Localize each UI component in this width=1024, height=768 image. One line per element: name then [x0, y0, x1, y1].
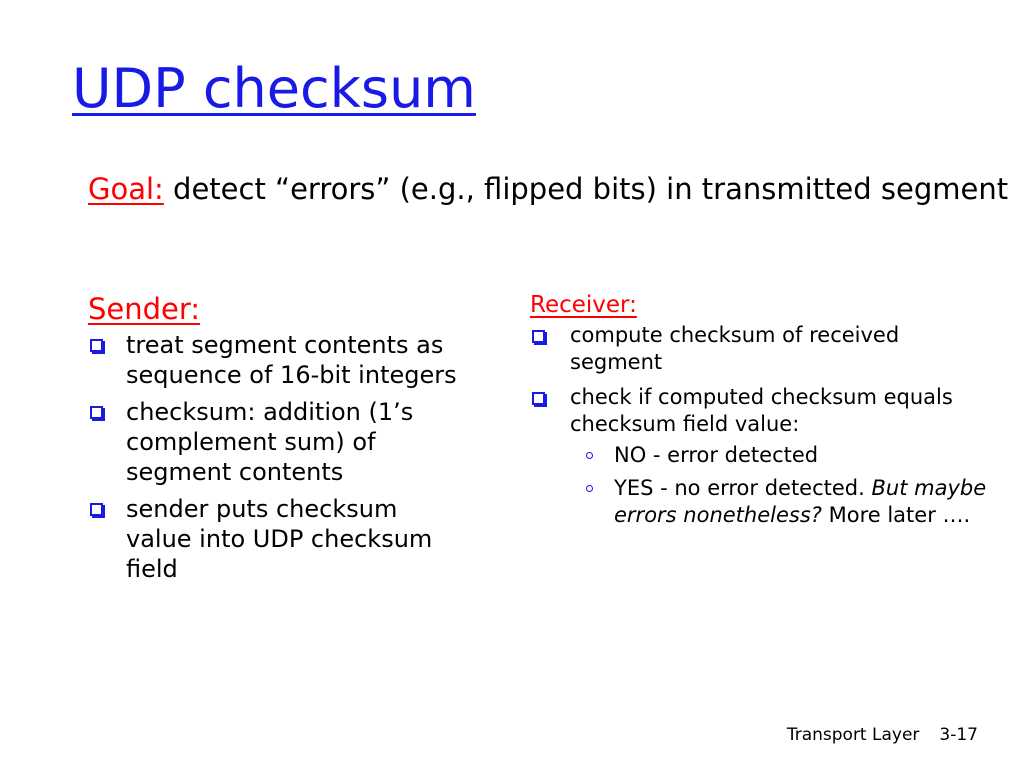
bullet-text: treat segment contents as sequence of 16-bit integers	[126, 331, 457, 389]
square-bullet-icon	[532, 392, 545, 405]
goal-label: Goal:	[88, 172, 164, 206]
goal-text: detect “errors” (e.g., flipped bits) in transmitted segment	[163, 172, 1009, 206]
sub-list-item	[570, 442, 990, 469]
circle-bullet-icon	[586, 485, 593, 492]
receiver-column	[530, 288, 990, 537]
list-item	[530, 384, 990, 529]
list-item	[530, 322, 990, 376]
list-item	[88, 397, 468, 487]
page-number: 3-17	[939, 725, 978, 745]
slide-footer	[787, 724, 978, 746]
receiver-heading: Receiver:	[530, 292, 637, 318]
square-bullet-icon	[90, 339, 103, 352]
bullet-text: check if computed checksum equals checksum field value:	[570, 385, 953, 436]
bullet-text: sender puts checksum value into UDP checksum field	[126, 495, 433, 583]
square-bullet-icon	[90, 406, 103, 419]
square-bullet-icon	[532, 330, 545, 343]
circle-bullet-icon	[586, 452, 593, 459]
sender-bullet-list	[88, 330, 468, 584]
list-item	[88, 494, 468, 584]
goal-statement	[88, 168, 1016, 210]
sender-column	[88, 288, 468, 591]
sub-bullet-text: YES - no error detected.	[614, 476, 872, 500]
bullet-text: checksum: addition (1’s complement sum) of segment contents	[126, 398, 414, 486]
sub-list-item	[570, 475, 990, 529]
square-bullet-icon	[90, 503, 103, 516]
sender-heading: Sender:	[88, 292, 201, 326]
receiver-bullet-list	[530, 322, 990, 529]
receiver-sub-list	[570, 442, 990, 529]
footer-chapter: Transport Layer	[786, 725, 920, 745]
list-item	[88, 330, 468, 390]
sub-bullet-text: NO - error detected	[614, 443, 819, 467]
sub-bullet-tail-text: More later ….	[821, 503, 971, 527]
bullet-text: compute checksum of received segment	[570, 323, 900, 374]
sub-bullet-italic-text: But maybe errors nonetheless?	[614, 476, 987, 527]
slide-title: UDP checksum	[72, 57, 476, 120]
